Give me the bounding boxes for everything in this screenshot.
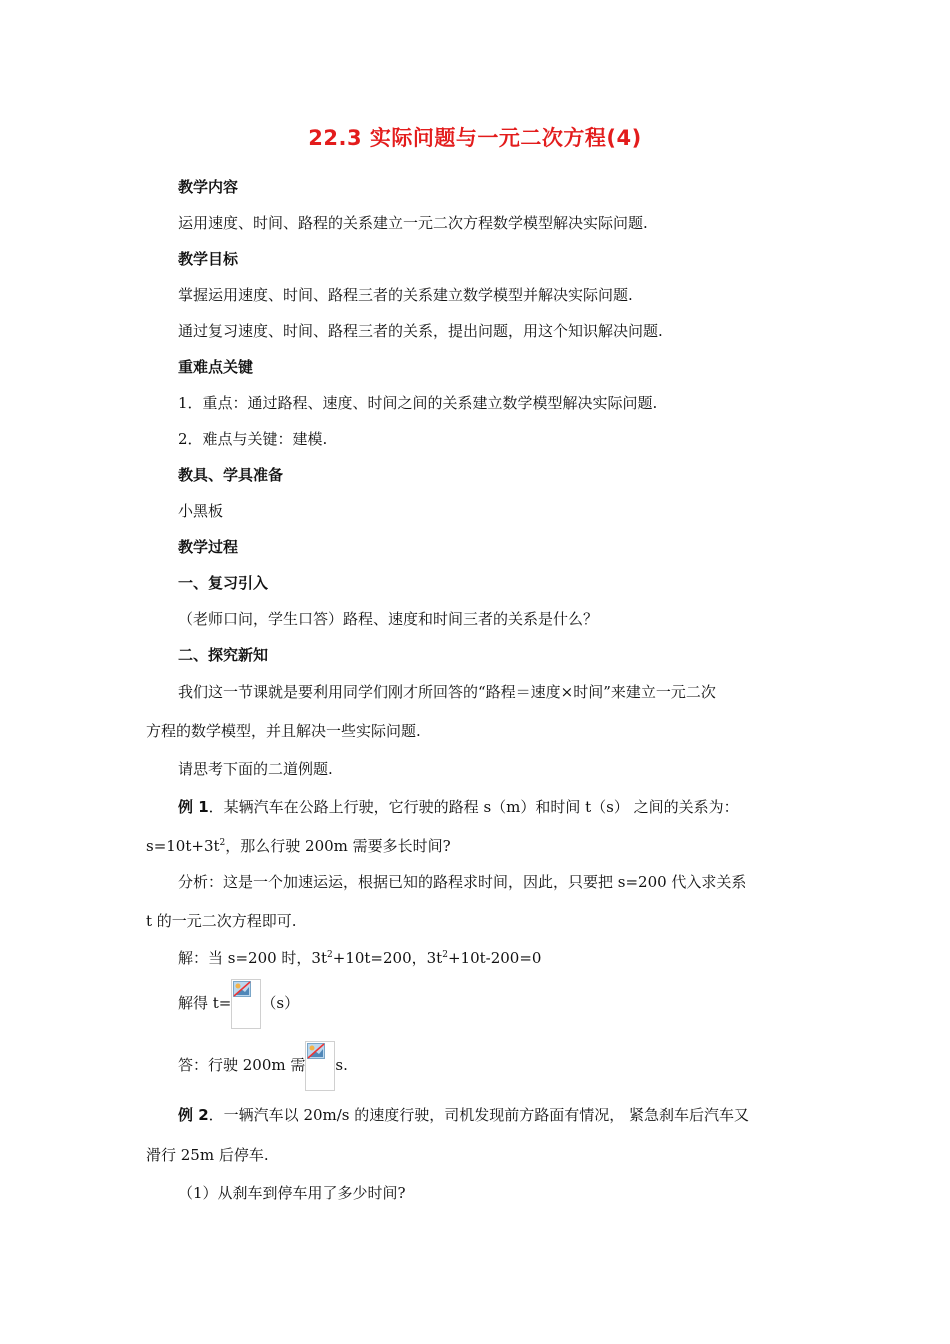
- result-label: 解得 t=: [178, 994, 232, 1012]
- paragraph-teaching-content: 运用速度、时间、路程的关系建立一元二次方程数学模型解决实际问题.: [178, 214, 648, 232]
- heading-tools: 教具、学具准备: [178, 466, 284, 484]
- example-1-line-2: [146, 836, 451, 856]
- example-2-text: ．一辆汽车以 20m/s 的速度行驶，司机发现前方路面有情况， 紧急刹车后汽车又: [208, 1106, 750, 1124]
- example-1-analysis-a: 分析：这是一个加速运运，根据已知的路程求时间，因此，只要把 s=200 代入求关系: [178, 873, 747, 891]
- example-1-answer: [178, 1040, 348, 1091]
- exponent: 2: [327, 950, 333, 960]
- solution-part-2: +10t=200，3t: [332, 949, 443, 967]
- example-2-label: 例 2: [178, 1106, 209, 1124]
- example-1-line-1: [178, 797, 739, 817]
- solution-part-3: +10t-200=0: [447, 949, 542, 967]
- example-1-result: [178, 978, 299, 1029]
- broken-image-icon: [233, 981, 251, 997]
- broken-image-icon: [307, 1043, 325, 1059]
- result-unit: （s）: [261, 994, 300, 1012]
- paragraph-tools: 小黑板: [178, 502, 224, 520]
- paragraph-goal-1: 掌握运用速度、时间、路程三者的关系建立数学模型并解决实际问题.: [178, 286, 633, 304]
- example-1-text: ．某辆汽车在公路上行驶，它行驶的路程 s（m）和时间 t（s） 之间的关系为：: [208, 798, 739, 816]
- exponent: 2: [219, 838, 226, 848]
- example-1-question: ，那么行驶 200m 需要多长时间?: [225, 837, 451, 855]
- example-1-label: 例 1: [178, 798, 209, 816]
- heading-key-points: 重难点关键: [178, 358, 254, 376]
- paragraph-explore-2: 请思考下面的二道例题.: [178, 760, 333, 778]
- page-title: 22.3 实际问题与一元二次方程(4): [308, 126, 642, 150]
- formula-image-placeholder: [305, 1041, 335, 1091]
- formula-image-placeholder: [231, 979, 261, 1029]
- paragraph-review: （老师口问，学生口答）路程、速度和时间三者的关系是什么？: [178, 610, 599, 628]
- paragraph-key-2: 2．难点与关键：建模.: [178, 430, 328, 448]
- example-1-formula: s=10t+3t: [146, 837, 220, 855]
- heading-teaching-content: 教学内容: [178, 178, 239, 196]
- example-1-analysis-b: t 的一元二次方程即可.: [146, 912, 297, 930]
- heading-process: 教学过程: [178, 538, 239, 556]
- paragraph-explore-1b: 方程的数学模型，并且解决一些实际问题.: [146, 722, 421, 740]
- example-2-line-2: 滑行 25m 后停车.: [146, 1146, 269, 1164]
- heading-teaching-goal: 教学目标: [178, 250, 239, 268]
- answer-label: 答：行驶 200m 需: [178, 1056, 306, 1074]
- example-2-question-1: （1）从刹车到停车用了多少时间?: [178, 1184, 406, 1202]
- solution-part-1: 解：当 s=200 时，3t: [178, 949, 328, 967]
- paragraph-key-1: 1．重点：通过路程、速度、时间之间的关系建立数学模型解决实际问题.: [178, 394, 658, 412]
- heading-explore: 二、探究新知: [178, 646, 269, 664]
- heading-review: 一、复习引入: [178, 574, 269, 592]
- paragraph-explore-1a: 我们这一节课就是要利用同学们刚才所回答的“路程＝速度×时间”来建立一元二次: [178, 683, 716, 701]
- example-1-solution: [178, 948, 541, 968]
- exponent: 2: [442, 950, 448, 960]
- answer-unit: s.: [335, 1056, 348, 1074]
- paragraph-goal-2: 通过复习速度、时间、路程三者的关系，提出问题，用这个知识解决问题.: [178, 322, 663, 340]
- example-2-line-1: [178, 1105, 749, 1125]
